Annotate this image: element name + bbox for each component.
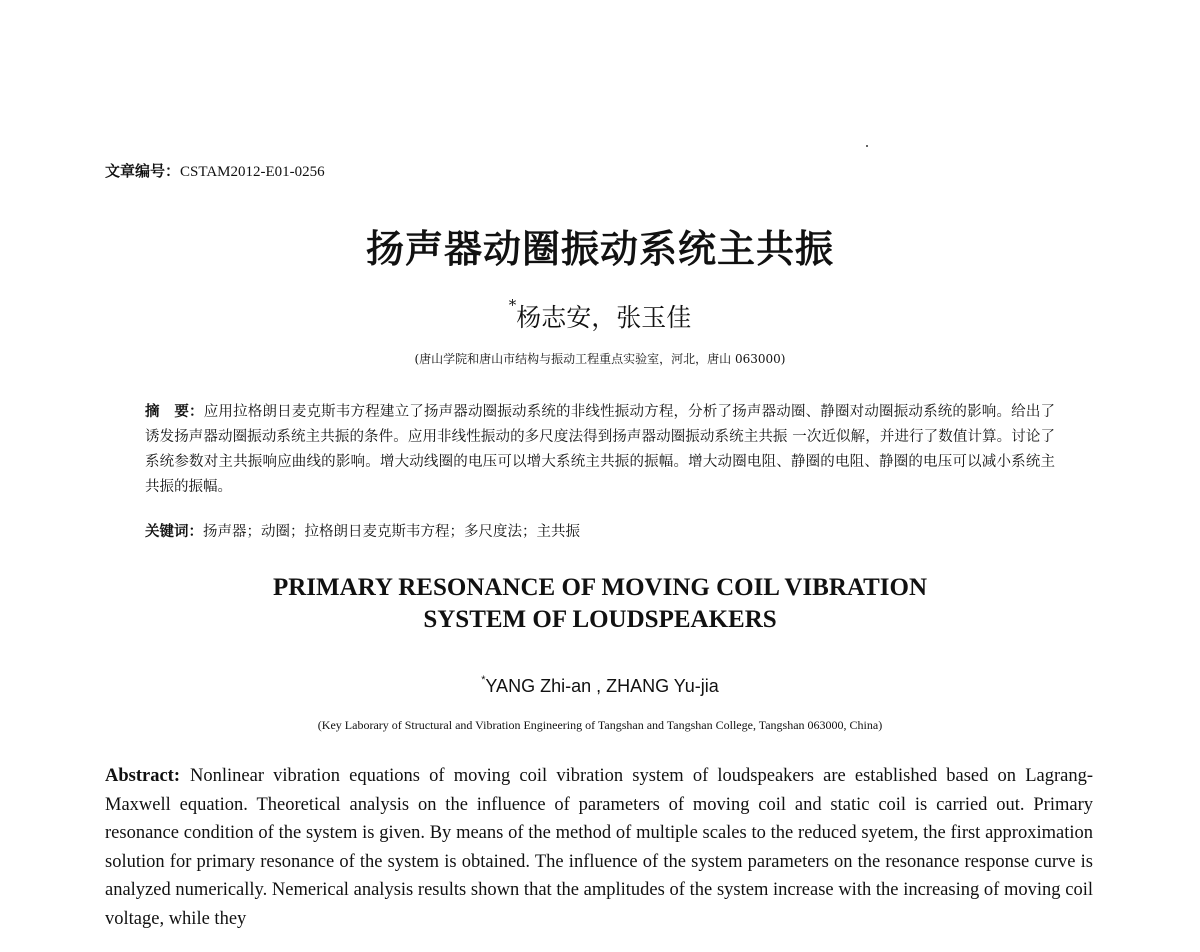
article-number-value: CSTAM2012-E01-0256	[180, 164, 325, 180]
chinese-abstract-label: 摘 要：	[145, 404, 204, 420]
chinese-keywords-label: 关键词：	[145, 524, 203, 540]
english-title-line-1: PRIMARY RESONANCE OF MOVING COIL VIBRATION	[272, 574, 928, 601]
chinese-abstract	[145, 400, 1055, 500]
english-abstract	[105, 762, 1093, 933]
english-affiliation: (Key Laborary of Structural and Vibration Engineering of Tangshan and Tangshan College, Tangshan 063000, China)	[317, 718, 883, 732]
chinese-keywords	[145, 520, 1055, 545]
chinese-abstract-text: 应用拉格朗日麦克斯韦方程建立了扬声器动圈振动系统的非线性振动方程，分析了扬声器动圈、静圈对动圈振动系统的影响。给出了诱发扬声器动圈振动系统主共振的条件。应用非线性振动的多尺度法得到扬声器动圈振动系统主共振 一次近似解，并进行了数值计算。讨论了系统参数对主共振响应曲线的影响。增大动线圈的电压可以增大系统主共振的振幅。增大动圈电阻、静圈的电阻、静圈的电压可以减小系统主共振的振幅。	[145, 404, 1056, 495]
chinese-title: 扬声器动圈振动系统主共振	[365, 227, 834, 271]
english-authors	[0, 676, 1200, 697]
chinese-authors	[0, 298, 1200, 334]
article-number-label: 文章编号：	[105, 164, 181, 180]
english-title-line-2: SYSTEM OF LOUDSPEAKERS	[423, 606, 777, 633]
scan-speck	[866, 145, 868, 147]
chinese-affiliation: (唐山学院和唐山市结构与振动工程重点实验室，河北，唐山 063000)	[414, 352, 786, 366]
chinese-keywords-text: 扬声器；动圈；拉格朗日麦克斯韦方程；多尺度法；主共振	[203, 524, 580, 540]
english-author-names: YANG Zhi-an , ZHANG Yu-jia	[485, 676, 719, 696]
chinese-author-names: 杨志安，张玉佳	[516, 303, 692, 332]
english-title	[0, 572, 1200, 636]
english-abstract-text: Nonlinear vibration equations of moving coil vibration system of loudspeakers are established based on Lagrang-Maxwell equation. Theoretical analysis on the influence of parameters of moving coil and static coil is carried out. Primary resonance condition of the system is given. By means of the method of multiple scales to the reduced syetem, the first approximation solution for primary resonance of the system is obtained. The influence of the system parameters on the resonance response curve is analyzed numerically. Nemerical analysis results shown that the amplitudes of the system increase with the increasing of moving coil voltage, while they	[105, 766, 1093, 929]
article-number	[105, 160, 325, 181]
corresponding-author-mark: *	[481, 674, 486, 686]
corresponding-author-mark: *	[508, 296, 517, 314]
english-abstract-label: Abstract:	[105, 766, 181, 786]
